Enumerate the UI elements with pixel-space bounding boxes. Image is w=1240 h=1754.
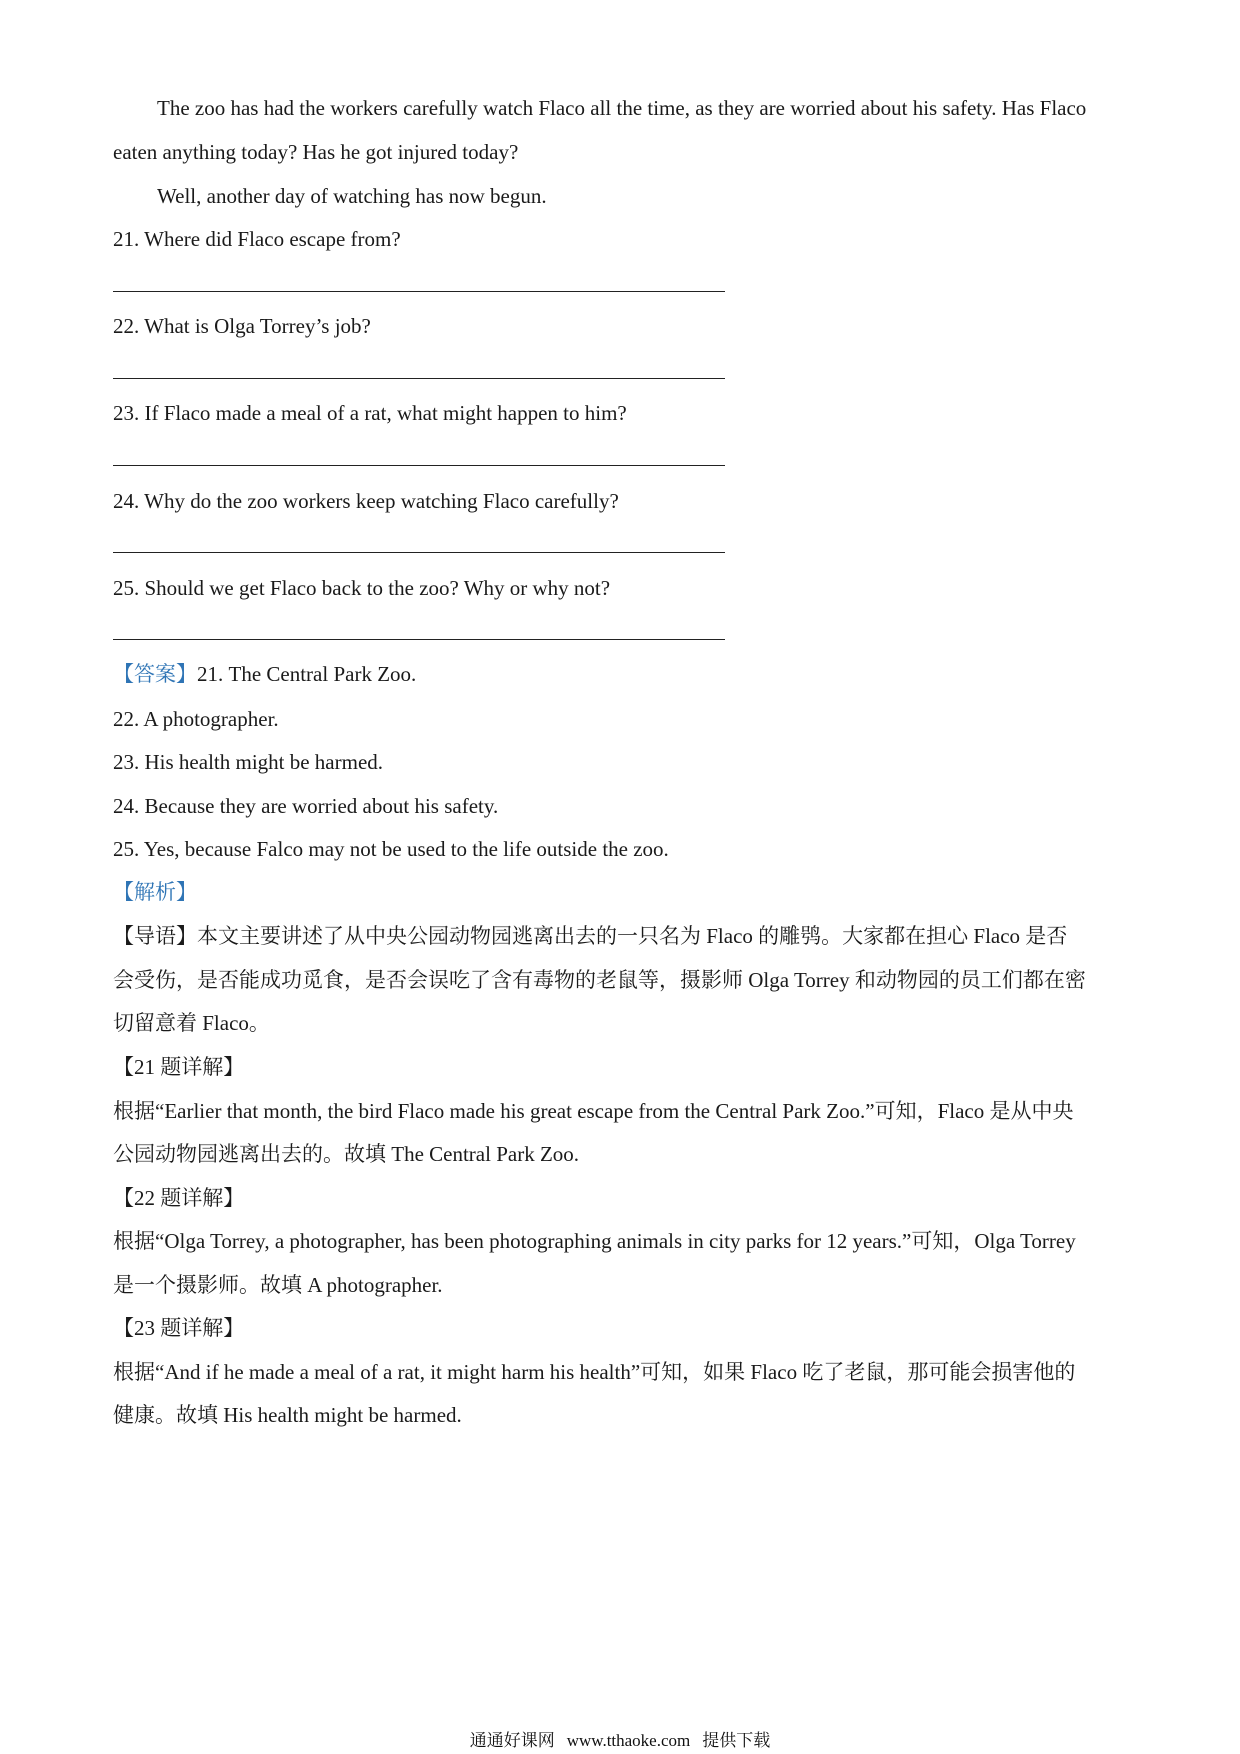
answer-block-first-line [113,660,416,688]
analysis-intro-line-1: 【导语】本文主要讲述了从中央公园动物园逃离出去的一只名为 Flaco 的雕鸮。大家都在担心 Flaco 是否 [113,924,1068,948]
q22-explanation-line-2: 是一个摄影师。故填 A photographer. [113,1273,443,1297]
question-24: 24. Why do the zoo workers keep watching Flaco carefully? [113,489,619,513]
q22-explanation-line-1: 根据“Olga Torrey, a photographer, has been photographing animals in city parks for 12 years.”可知，Olga Torrey [113,1229,1076,1253]
page-footer [0,1730,1240,1752]
question-22: 22. What is Olga Torrey’s job? [113,314,371,338]
footer-site-name: 通通好课网 [469,1731,555,1750]
answer-23: 23. His health might be harmed. [113,750,384,774]
answer-label: 【答案】 [113,662,197,686]
q23-explanation-line-2: 健康。故填 His health might be harmed. [113,1403,462,1427]
answer-line-25 [113,639,725,640]
passage-paragraph-1-line-2: eaten anything today? Has he got injured today? [113,140,519,164]
question-21: 21. Where did Flaco escape from? [113,227,401,251]
question-25: 25. Should we get Flaco back to the zoo? Why or why not? [113,576,611,600]
answer-25: 25. Yes, because Falco may not be used to the life outside the zoo. [113,837,669,861]
analysis-label: 【解析】 [113,880,197,904]
answer-line-24 [113,552,725,553]
answer-24: 24. Because they are worried about his safety. [113,794,499,818]
analysis-intro-line-2: 会受伤，是否能成功觅食，是否会误吃了含有毒物的老鼠等，摄影师 Olga Torrey 和动物园的员工们都在密 [113,968,1086,992]
answer-line-23 [113,465,725,466]
footer-suffix: 提供下载 [702,1731,771,1750]
q23-explanation-heading: 【23 题详解】 [113,1316,245,1340]
q21-explanation-line-1: 根据“Earlier that month, the bird Flaco made his great escape from the Central Park Zoo.”可知，Flaco 是从中央 [113,1099,1074,1123]
answer-22: 22. A photographer. [113,707,279,731]
answer-line-22 [113,378,725,379]
answer-21: 21. The Central Park Zoo. [197,662,417,686]
passage-paragraph-2: Well, another day of watching has now begun. [157,184,547,208]
analysis-intro-line-3: 切留意着 Flaco。 [113,1011,270,1035]
q23-explanation-line-1: 根据“And if he made a meal of a rat, it might harm his health”可知，如果 Flaco 吃了老鼠，那可能会损害他的 [113,1360,1076,1384]
q22-explanation-heading: 【22 题详解】 [113,1186,245,1210]
passage-paragraph-1-line-1: The zoo has had the workers carefully watch Flaco all the time, as they are worried about his safety. Has Flaco [157,96,1087,120]
q21-explanation-line-2: 公园动物园逃离出去的。故填 The Central Park Zoo. [113,1142,580,1166]
footer-url[interactable]: www.tthaoke.com [566,1731,691,1750]
answer-line-21 [113,291,725,292]
question-23: 23. If Flaco made a meal of a rat, what might happen to him? [113,401,627,425]
q21-explanation-heading: 【21 题详解】 [113,1055,245,1079]
